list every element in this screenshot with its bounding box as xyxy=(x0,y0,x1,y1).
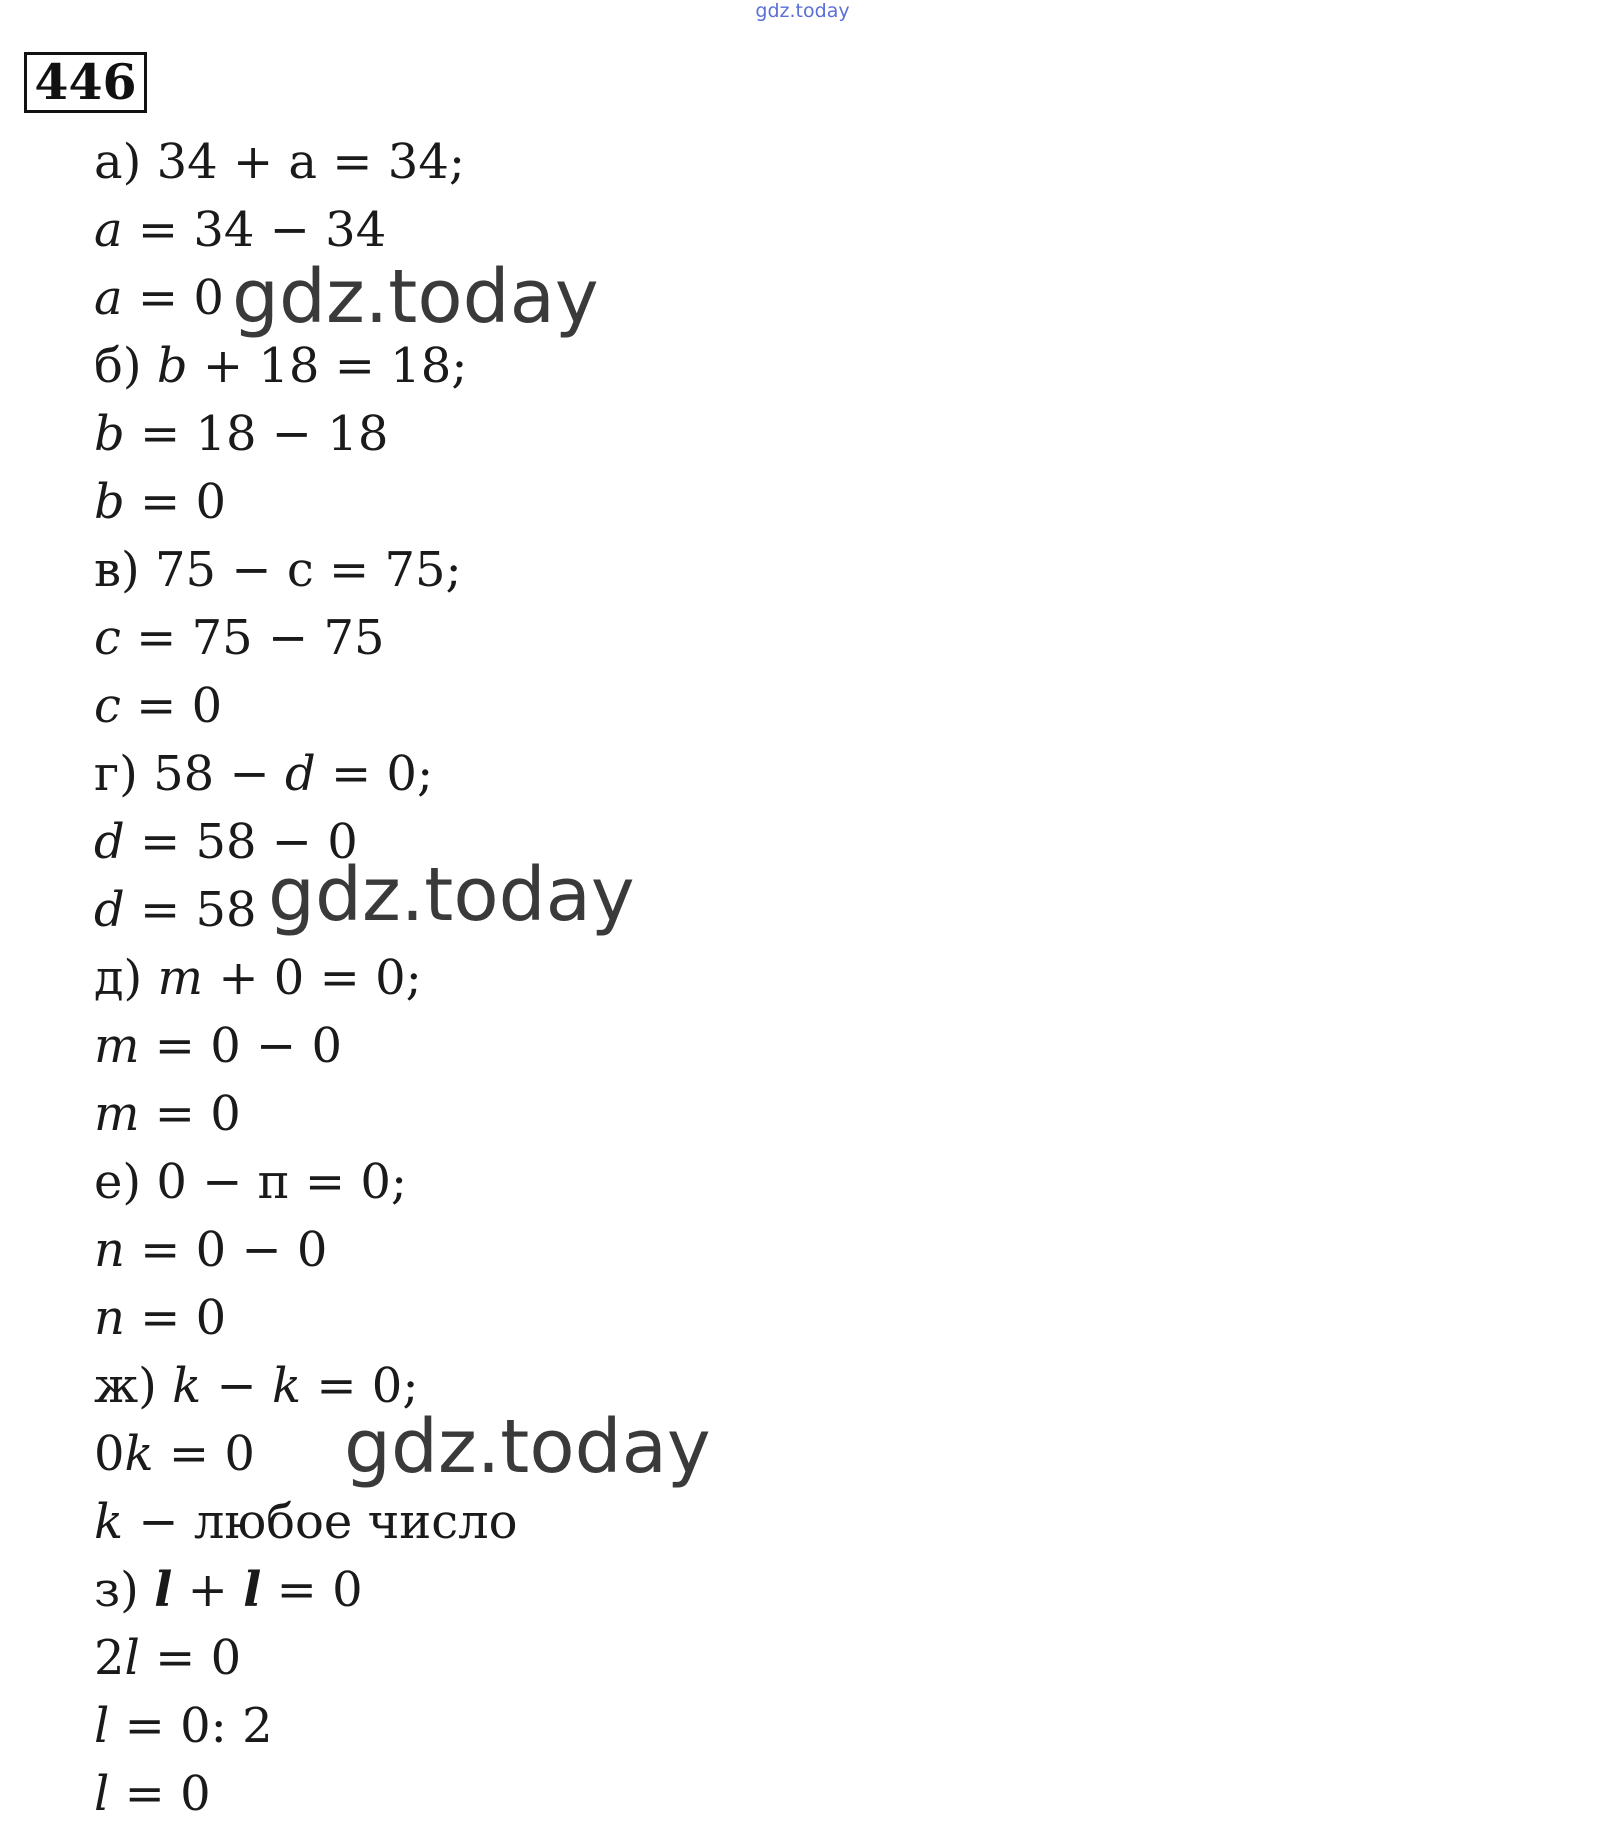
solution-line xyxy=(94,672,518,740)
math-text: − любое число xyxy=(123,1494,518,1550)
math-text: = 0 xyxy=(139,1086,241,1142)
solution-line xyxy=(94,400,518,468)
math-variable: k xyxy=(94,1494,124,1550)
item-label: г) xyxy=(94,746,154,802)
math-text: = 0 − 0 xyxy=(124,1222,328,1278)
math-variable: l xyxy=(94,1766,110,1822)
solution-line xyxy=(94,1080,518,1148)
math-variable: m xyxy=(94,1018,140,1074)
item-label: ж) xyxy=(94,1358,173,1414)
solution-line xyxy=(94,1624,518,1692)
math-text: + xyxy=(172,1562,244,1618)
solution-body xyxy=(94,128,518,1828)
math-text: 58 − xyxy=(153,746,285,802)
math-variable: b xyxy=(94,406,125,462)
math-text: = 0 xyxy=(109,1766,211,1822)
solution-line xyxy=(94,1012,518,1080)
site-watermark-header: gdz.today xyxy=(755,0,850,22)
math-text: 0 − п = 0; xyxy=(156,1154,408,1210)
item-label: б) xyxy=(94,338,157,394)
solution-line xyxy=(94,332,518,400)
solution-line xyxy=(94,1556,518,1624)
math-text: 2 xyxy=(94,1630,125,1686)
math-variable: a xyxy=(94,270,123,326)
math-variable: l xyxy=(243,1562,262,1618)
solution-line xyxy=(94,1692,518,1760)
math-text: = 0 xyxy=(124,1290,227,1346)
math-text: = 0 xyxy=(124,474,227,530)
solution-line xyxy=(94,1284,518,1352)
math-variable: c xyxy=(94,610,121,666)
solution-line xyxy=(94,604,518,672)
math-text: = 0 xyxy=(120,678,223,734)
math-variable: k xyxy=(172,1358,202,1414)
solution-line xyxy=(94,1488,518,1556)
math-variable: a xyxy=(94,202,123,258)
math-text: = 0 xyxy=(122,270,224,326)
math-text: 34 + а = 34; xyxy=(156,134,466,190)
watermark-text: gdz.today xyxy=(268,852,635,938)
item-label: а) xyxy=(94,134,157,190)
math-variable: l xyxy=(124,1630,140,1686)
math-variable: d xyxy=(94,814,125,870)
math-variable: k xyxy=(124,1426,154,1482)
problem-number-box: 446 xyxy=(24,52,147,113)
solution-line xyxy=(94,468,518,536)
math-variable: m xyxy=(94,1086,140,1142)
math-variable: n xyxy=(94,1290,125,1346)
math-text: = 0 xyxy=(139,1630,242,1686)
item-label: з) xyxy=(94,1562,155,1618)
math-variable: d xyxy=(94,882,125,938)
math-variable: c xyxy=(94,678,121,734)
math-variable: k xyxy=(271,1358,302,1414)
math-variable: b xyxy=(156,338,188,394)
math-text: = 0 − 0 xyxy=(139,1018,343,1074)
math-text: 75 − с = 75; xyxy=(155,542,462,598)
math-variable: n xyxy=(94,1222,125,1278)
math-variable: b xyxy=(94,474,125,530)
math-text: = 0; xyxy=(315,746,434,802)
solution-line xyxy=(94,944,518,1012)
math-text: = 0: 2 xyxy=(109,1698,273,1754)
watermark-text: gdz.today xyxy=(344,1404,711,1490)
solution-line xyxy=(94,1216,518,1284)
math-text: + 18 = 18; xyxy=(187,338,468,394)
item-label: д) xyxy=(94,950,158,1006)
watermark-text: gdz.today xyxy=(232,254,599,340)
math-text: = 0 xyxy=(261,1562,363,1618)
item-label: в) xyxy=(94,542,156,598)
math-text: 0 xyxy=(94,1426,125,1482)
math-variable: l xyxy=(154,1562,173,1618)
math-variable: d xyxy=(284,746,316,802)
solution-line xyxy=(94,1148,518,1216)
math-text: + 0 = 0; xyxy=(203,950,422,1006)
math-text: = 0; xyxy=(301,1358,419,1414)
math-text: = 75 − 75 xyxy=(120,610,385,666)
math-text: = 58 − 0 xyxy=(124,814,358,870)
math-text: = 58 xyxy=(124,882,257,938)
solution-line xyxy=(94,1760,518,1828)
math-variable: m xyxy=(157,950,204,1006)
math-text: = 18 − 18 xyxy=(124,406,389,462)
math-variable: l xyxy=(94,1698,110,1754)
math-text: = 34 − 34 xyxy=(122,202,387,258)
solution-line xyxy=(94,740,518,808)
math-text: = 0 xyxy=(153,1426,255,1482)
item-label: е) xyxy=(94,1154,157,1210)
solution-line xyxy=(94,128,518,196)
math-text: − xyxy=(201,1358,272,1414)
solution-line xyxy=(94,536,518,604)
